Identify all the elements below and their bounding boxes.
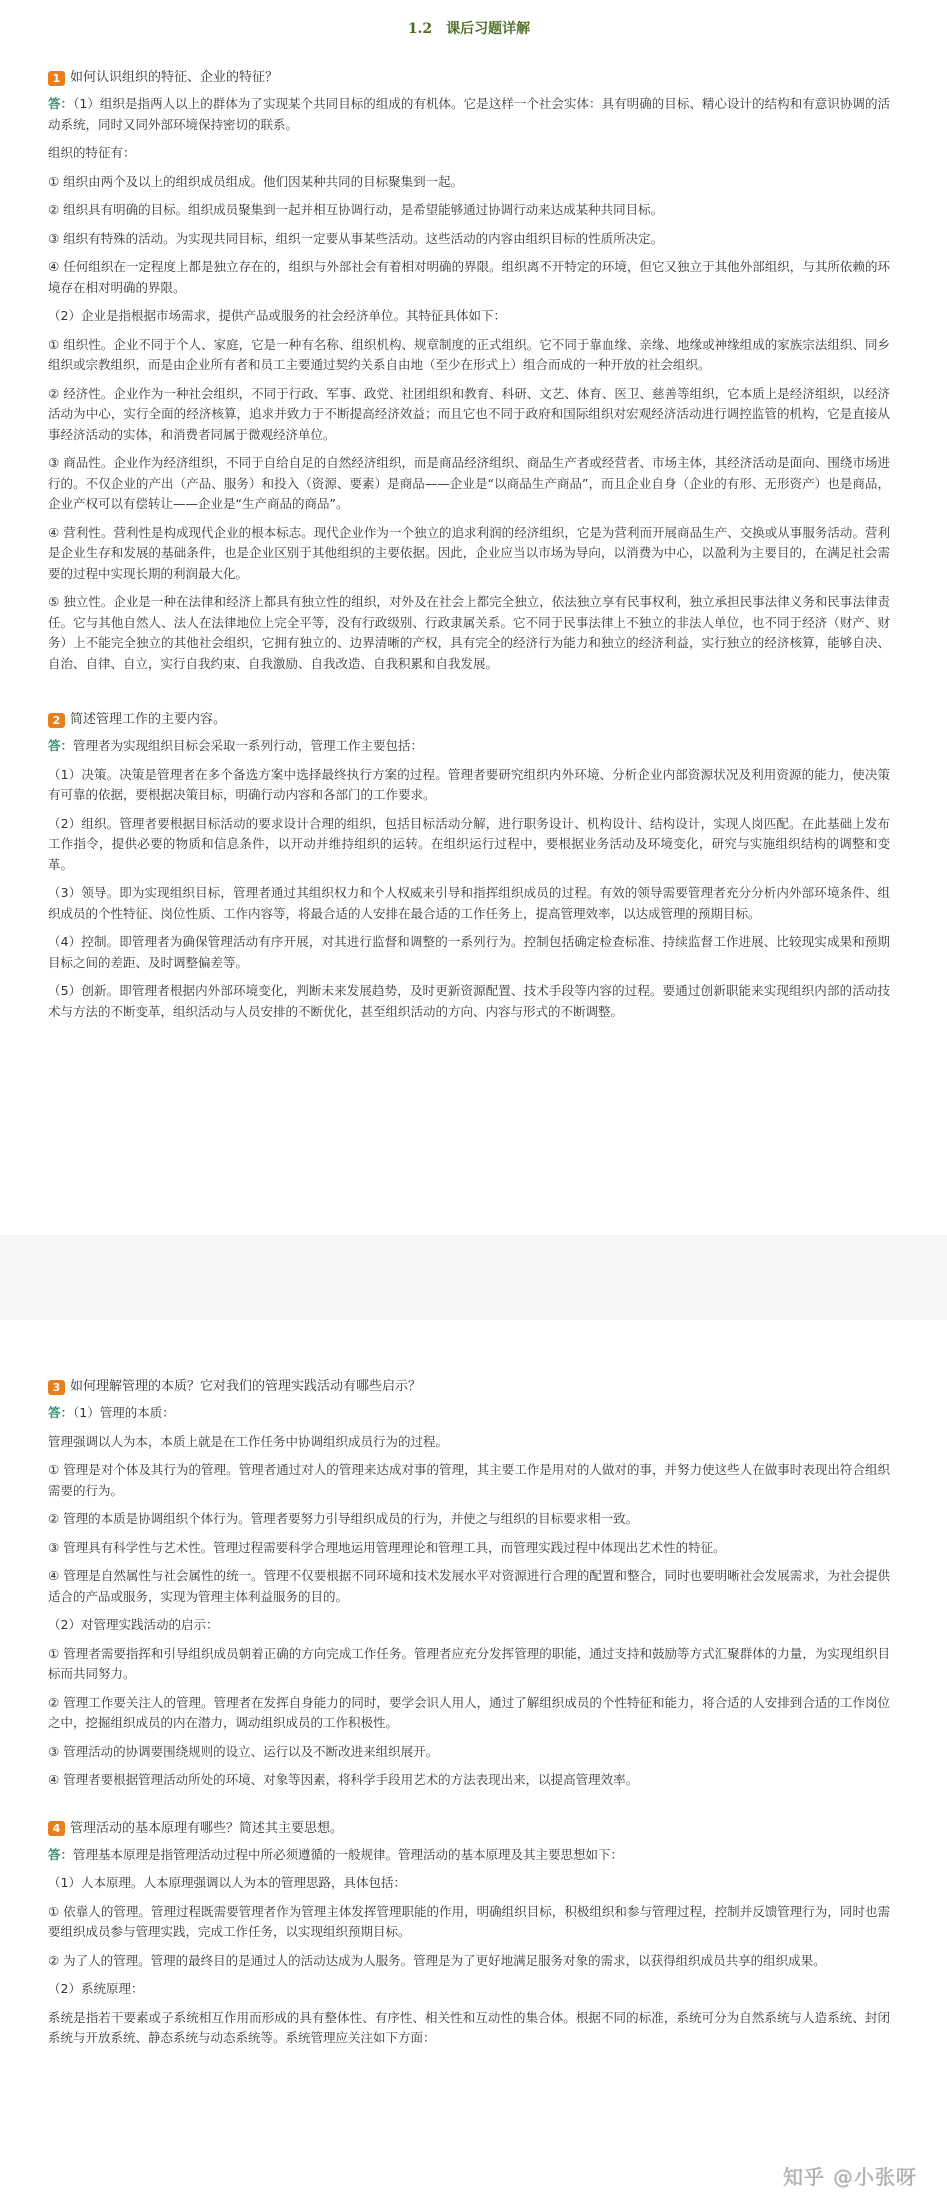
question-1 <box>48 68 890 88</box>
list-item: ① 依靠人的管理。管理过程既需要管理者作为管理主体发挥管理职能的作用，明确组织目标，积极组织和参与管理过程，控制并反馈管理行为，同时也需要组织成员参与管理实践，完成工作任务，以实现组织预期目标。 <box>48 1903 890 1939</box>
list-item: ③ 管理具有科学性与艺术性。管理过程需要科学合理地运用管理理论和管理工具，而管理实践过程中体现出艺术性的特征。 <box>48 1539 726 1555</box>
question-2 <box>48 710 890 730</box>
paragraph: （1）人本原理。人本原理强调以人为本的管理思路，具体包括： <box>48 1875 406 1890</box>
list-item: ⑤ 独立性。企业是一种在法律和经济上都具有独立性的组织，对外及在社会上都完全独立，依法独立享有民事权利，独立承担民事法律义务和民事法律责任。它与其他自然人、法人在法律地位上完全平等，没有行政级别、行政隶属关系。它不同于民事法律上不独立的非法人单位，也不同于经济（财产、财务）上不能完全独立的其他社会组织，它拥有独立的、边界清晰的产权，具有完全的经济行为能力和独立的经济利益，实行独立的经济核算，能够自决、自治、自律、自立，实行自我约束、自我激励、自我改造、自我积累和自我发展。 <box>48 594 890 671</box>
answer-paragraph: 答：管理基本原理是指管理活动过程中所必须遵循的一般规律。管理活动的基本原理及其主要思想如下： <box>48 1846 624 1862</box>
question-text: 如何理解管理的本质？它对我们的管理实践活动有哪些启示？ <box>70 1379 422 1394</box>
list-item: （1）决策。决策是管理者在多个备选方案中选择最终执行方案的过程。管理者要研究组织内外环境、分析企业内部资源状况及利用资源的能力，使决策有可靠的依据，要根据决策目标，明确行动内容和各部门的工作要求。 <box>48 766 890 802</box>
list-item: ④ 管理是自然属性与社会属性的统一。管理不仅要根据不同环境和技术发展水平对资源进行合理的配置和整合，同时也要明晰社会发展需求，为社会提供适合的产品或服务，实现为管理主体利益服务的目的。 <box>48 1568 890 1604</box>
list-item: ① 组织由两个及以上的组织成员组成。他们因某种共同的目标聚集到一起。 <box>48 173 464 189</box>
page-1-content <box>48 18 890 1030</box>
list-item: （4）控制。即管理者为确保管理活动有序开展，对其进行监督和调整的一系列行为。控制包括确定检查标准、持续监督工作进展、比较现实成果和预期目标之间的差距、及时调整偏差等。 <box>48 934 890 970</box>
answer-label: 答： <box>48 1846 74 1862</box>
answer-paragraph: 答：（1）管理的本质： <box>48 1405 175 1420</box>
question-3 <box>48 1377 890 1397</box>
list-item: ④ 管理者要根据管理活动所处的环境、对象等因素，将科学手段用艺术的方法表现出来，以提高管理效率。 <box>48 1772 639 1787</box>
page-2-content <box>48 1377 890 2057</box>
paragraph: 系统是指若干要素或子系统相互作用而形成的具有整体性、有序性、相关性和互动性的集合体。根据不同的标准，系统可分为自然系统与人造系统、封闭系统与开放系统、静态系统与动态系统等。系统管理应关注如下方面： <box>48 2009 890 2045</box>
question-number-badge: 4 <box>48 1821 65 1836</box>
list-item: ③ 管理活动的协调要围绕规则的设立、运行以及不断改进来组织展开。 <box>48 1743 439 1759</box>
paragraph: （2）对管理实践活动的启示： <box>48 1617 219 1632</box>
question-4 <box>48 1819 890 1839</box>
question-number-badge: 1 <box>48 71 65 86</box>
question-text: 如何认识组织的特征、企业的特征？ <box>70 70 279 85</box>
answer-label: 答： <box>48 1405 74 1420</box>
list-item: ③ 组织有特殊的活动。为实现共同目标，组织一定要从事某些活动。这些活动的内容由组织目标的性质所决定。 <box>48 230 664 246</box>
paragraph: 管理强调以人为本，本质上就是在工作任务中协调组织成员行为的过程。 <box>48 1433 449 1449</box>
list-item: （5）创新。即管理者根据内外部环境变化，判断未来发展趋势，及时更新资源配置、技术手段等内容的过程。要通过创新职能来实现组织内部的活动技术与方法的不断变革，组织活动与人员安排的不断优化，甚至组织活动的方向、内容与形式的不断调整。 <box>48 983 890 1019</box>
list-item: ② 经济性。企业作为一种社会组织，不同于行政、军事、政党、社团组织和教育、科研、文艺、体育、医卫、慈善等组织，它本质上是经济组织，以经济活动为中心，实行全面的经济核算，追求并致力于不断提高经济效益；而且它也不同于政府和国际组织对宏观经济活动进行调控监管的机构，它是直接从事经济活动的实体，和消费者同属于微观经济单位。 <box>48 385 890 442</box>
list-item: ② 组织具有明确的目标。组织成员聚集到一起并相互协调行动，是希望能够通过协调行动来达成某种共同目标。 <box>48 202 664 217</box>
question-number-badge: 2 <box>48 713 65 728</box>
list-item: （3）领导。即为实现组织目标，管理者通过其组织权力和个人权威来引导和指挥组织成员的过程。有效的领导需要管理者充分分析内外部环境条件、组织成员的个性特征、岗位性质、工作内容等，将最合适的人安排在最合适的工作任务上，提高管理效率，以达成管理的预期目标。 <box>48 885 890 921</box>
list-item: ① 管理者需要指挥和引导组织成员朝着正确的方向完成工作任务。管理者应充分发挥管理的职能，通过支持和鼓励等方式汇聚群体的力量，为实现组织目标而共同努力。 <box>48 1645 890 1681</box>
list-item: （2）组织。管理者要根据目标活动的要求设计合理的组织，包括目标活动分解，进行职务设计、机构设计、结构设计，实现人岗匹配。在此基础上发布工作指令，提供必要的物质和信息条件，以开动并维持组织的运转。在组织运行过程中，要根据业务活动及环境变化，研究与实施组织结构的调整和变革。 <box>48 815 890 872</box>
paragraph: 组织的特征有： <box>48 145 136 160</box>
list-item: ④ 营利性。营利性是构成现代企业的根本标志。现代企业作为一个独立的追求利润的经济组织，它是为营利而开展商品生产、交换或从事服务活动。营利是企业生存和发展的基础条件，也是企业区别于其他组织的主要依据。因此，企业应当以市场为导向，以消费为中心，以盈利为主要目的，在满足社会需要的过程中实现长期的利润最大化。 <box>48 524 890 581</box>
list-item: ① 组织性。企业不同于个人、家庭，它是一种有名称、组织机构、规章制度的正式组织。它不同于靠血缘、亲缘、地缘或神缘组成的家族宗法组织、同乡组织或宗教组织，而是由企业所有者和员工主要通过契约关系自由地（至少在形式上）组合而成的一种开放的社会组织。 <box>48 336 890 372</box>
list-item: ① 管理是对个体及其行为的管理。管理者通过对人的管理来达成对事的管理，其主要工作是用对的人做对的事，并努力使这些人在做事时表现出符合组织需要的行为。 <box>48 1462 890 1498</box>
list-item: ② 管理的本质是协调组织个体行为。管理者要努力引导组织成员的行为，并使之与组织的目标要求相一致。 <box>48 1511 639 1526</box>
answer-label: 答： <box>48 96 74 111</box>
question-text: 管理活动的基本原理有哪些？简述其主要思想。 <box>70 1820 344 1836</box>
paragraph: （2）系统原理： <box>48 1981 144 1996</box>
section-heading: 1.2 课后习题详解 <box>407 21 531 37</box>
list-item: ③ 商品性。企业作为经济组织，不同于自给自足的自然经济组织，而是商品经济组织、商品生产者或经营者、市场主体，其经济活动是面向、围绕市场进行的。不仅企业的产出（产品、服务）和投入（资源、要素）是商品——企业是“以商品生产商品”，而且企业自身（企业的有形、无形资产）也是商品，企业产权可以有偿转让——企业是“生产商品的商品”。 <box>48 455 890 511</box>
watermark: 知乎 @小张呀 <box>783 2165 917 2189</box>
answer-paragraph: 答：（1）组织是指两人以上的群体为了实现某个共同目标的组成的有机体。它是这样一个社会实体：具有明确的目标、精心设计的结构和有意识协调的活动系统，同时又同外部环境保持密切的联系。 <box>48 96 890 132</box>
paragraph: （2）企业是指根据市场需求，提供产品或服务的社会经济单位。其特征具体如下： <box>48 308 506 323</box>
list-item: ④ 任何组织在一定程度上都是独立存在的，组织与外部社会有着相对明确的界限。组织离不开特定的环境，但它又独立于其他外部组织，与其所依赖的环境存在相对明确的界限。 <box>48 259 890 295</box>
list-item: ② 为了人的管理。管理的最终目的是通过人的活动达成为人服务。管理是为了更好地满足服务对象的需求，以获得组织成员共享的组织成果。 <box>48 1952 826 1968</box>
answer-paragraph: 答：管理者为实现组织目标会采取一系列行动，管理工作主要包括： <box>48 738 424 753</box>
question-text: 简述管理工作的主要内容。 <box>70 712 227 727</box>
list-item: ② 管理工作要关注人的管理。管理者在发挥自身能力的同时，要学会识人用人，通过了解组织成员的个性特征和能力，将合适的人安排到合适的工作岗位之中，挖掘组织成员的内在潜力，调动组织成员的工作积极性。 <box>48 1694 890 1730</box>
page-2 <box>0 1320 947 2198</box>
question-number-badge: 3 <box>48 1380 65 1395</box>
page-separator <box>0 1235 947 1320</box>
answer-label: 答： <box>48 738 74 753</box>
